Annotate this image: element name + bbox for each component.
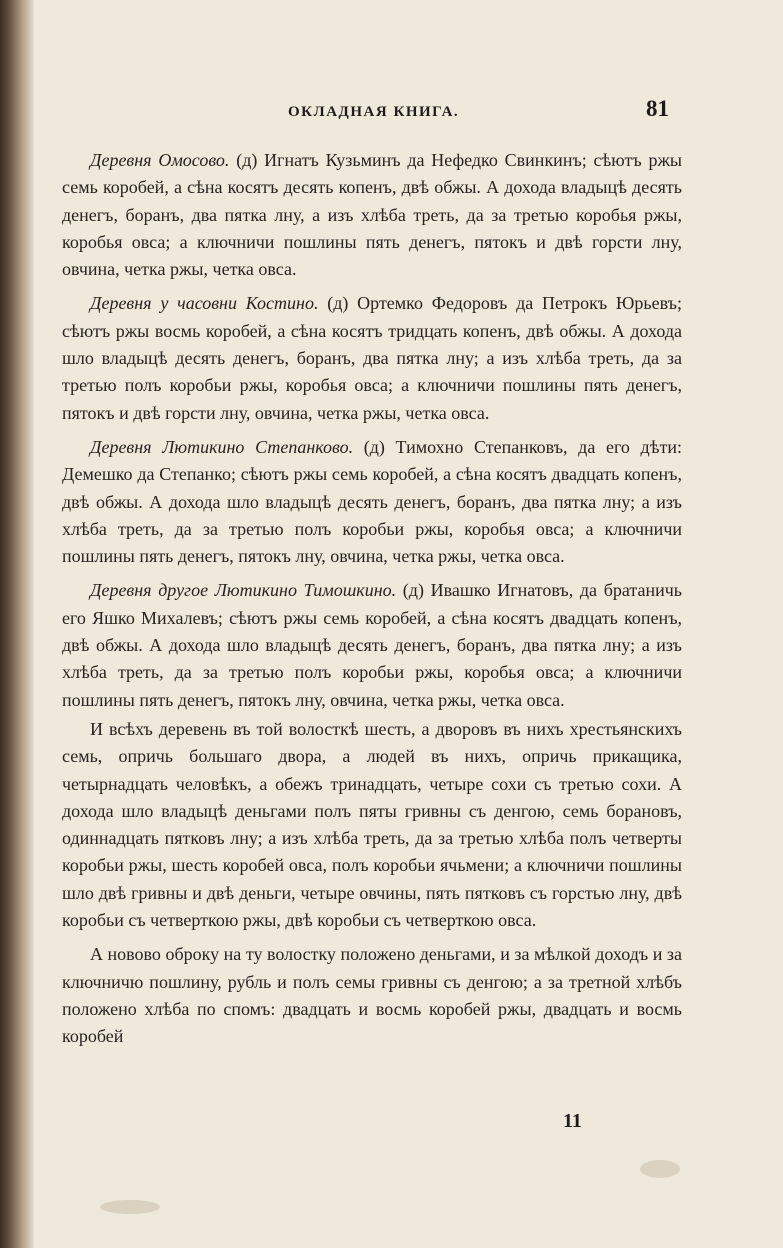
page-header <box>0 96 783 130</box>
village-title: Деревня другое Лютикино Тимошкино. <box>90 580 397 601</box>
paragraph-text: И всѣхъ деревень въ той волосткѣ шесть, а дворовъ въ нихъ хрестьянскихъ семь, опричь большаго двора, а людей въ нихъ, опричь прикащика, четырнадцать человѣкъ, а обежъ тринадцать, четыре сохи съ третью сохи. А дохода шло владыцѣ деньгами полъ пяты гривны съ денгою, семь борановъ, одиннадцать пятковъ лну; а изъ хлѣба треть, да за третью хлѣба полъ четверты коробьи ржы, шесть коробей овса, полъ коробьи ячьмени; а ключничи пошлины шло двѣ гривны и двѣ деньги, четыре овчины, пять пятковъ съ горстью лну, двѣ коробьи съ четверткою ржы, двѣ коробьи съ четверткою овса. <box>62 718 682 931</box>
paper-stain <box>100 1200 160 1214</box>
body-text <box>62 147 682 1051</box>
paragraph-text: А новово оброку на ту волостку положено деньгами, и за мѣлкой доходъ и за ключничю пошлину, рубль и полъ семы гривны съ денгою; а за третной хлѣбъ положено хлѣба по спомъ: двадцать и восмь коробей ржы, двадцать и восмь коробей <box>62 944 682 1047</box>
village-title: Деревня Лютикино Степанково. <box>90 436 354 457</box>
paragraph <box>62 290 682 426</box>
paragraph <box>62 434 682 570</box>
paragraph <box>62 941 682 1050</box>
paragraph <box>62 577 682 713</box>
book-spine-shadow <box>0 0 34 1248</box>
village-title: Деревня Омосово. <box>90 150 230 170</box>
village-title: Деревня у часовни Костино. <box>90 293 319 314</box>
paragraph <box>62 716 682 934</box>
paragraph-text: (д) Ивашко Игнатовъ, да братаничь его Яшко Михалевъ; сѣютъ ржы семь коробей, а сѣна косятъ двадцать копенъ, двѣ обжы. А дохода шло владыцѣ десять денегъ, боранъ, два пятка лну; а изъ хлѣба треть, да за третью полъ коробьи ржы, коробья овса; а ключничи пошлины пять денегъ, пятокъ лну, овчина, четка ржы, четка овса. <box>62 580 682 710</box>
paper-stain <box>640 1160 680 1178</box>
paragraph-text: (д) Ортемко Федоровъ да Петрокъ Юрьевъ; сѣютъ ржы восмь коробей, а сѣна косятъ тридцать копенъ, двѣ обжы. А дохода шло владыцѣ десять денегъ, боранъ, два пятка лну; а изъ хлѣба треть, да за третью полъ коробьи ржы, коробья овса; а ключничи пошлины пять денегъ, пятокъ и двѣ горсти лну, овчина, четка ржы, четка овса. <box>62 293 682 423</box>
paragraph <box>62 147 682 283</box>
printer-signature-mark: 11 <box>563 1110 582 1132</box>
running-title: ОКЛАДНАЯ КНИГА. <box>288 104 460 120</box>
paragraph-text: (д) Игнатъ Кузьминъ да Нефедко Свинкинъ; сѣютъ ржы семь коробей, а сѣна косятъ десять копенъ, двѣ обжы. А дохода владыцѣ десять денегъ, боранъ, два пятка лну, а изъ хлѣба треть, да за третью коробья ржы, коробья овса; а ключничи пошлины пять денегъ, пятокъ и двѣ горсти лну, овчина, четка ржы, четка овса. <box>62 150 682 280</box>
paragraph-text: (д) Тимохно Степанковъ, да его дѣти: Демешко да Степанко; сѣютъ ржы семь коробей, а сѣна косятъ двадцать копенъ, двѣ обжы. А дохода шло владыцѣ десять денегъ, боранъ, два пятка лну; а изъ хлѣба треть, да за третью полъ коробьи ржы, коробья овса; а ключничи пошлины пять денегъ, пятокъ лну, овчина, четка ржы, четка овса. <box>62 436 682 567</box>
page-number: 81 <box>646 96 669 121</box>
